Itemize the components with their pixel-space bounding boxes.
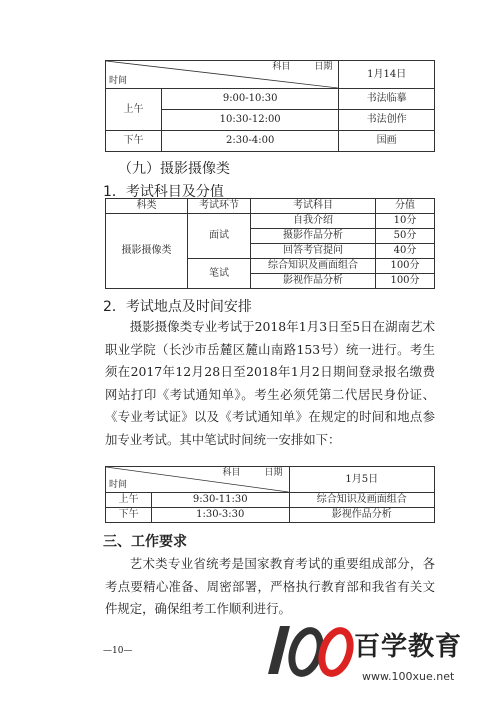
time-cell: 10:30-12:00 xyxy=(162,110,339,131)
time-cell: 9:00-10:30 xyxy=(162,89,339,110)
work-requirements-paragraph: 艺术类专业省统考是国家教育考试的重要组成部分，各考点要精心准备、周密部署，严格执行教育部和我省有关文件规定，确保组考工作顺利进行。 xyxy=(105,556,435,616)
logo-brand-text: 百学教育 xyxy=(354,632,463,662)
header-day: 1月14日 xyxy=(339,61,435,89)
subheading-subjects: 1．考试科目及分值 xyxy=(103,184,224,200)
period-cell: 下午 xyxy=(106,508,152,523)
header-subject: 科目 xyxy=(272,62,291,72)
col-header: 分值 xyxy=(376,199,435,214)
table-diagonal-header xyxy=(106,61,339,89)
score-cell: 40分 xyxy=(376,244,435,259)
score-cell: 50分 xyxy=(376,229,435,244)
subjects-score-table xyxy=(105,198,435,289)
period-cell: 上午 xyxy=(106,89,162,131)
item-cell: 国画 xyxy=(339,131,435,152)
exam-arrangement-paragraph: 摄影摄像类专业考试于2018年1月3日至5日在湖南艺术职业学院（长沙市岳麓区麓山南路153号）统一进行。考生须在2017年12月28日至2018年1月2日期间登录报名缴费网站打印《考试通知单》。考生必须凭第二代居民身份证、《专业考试证》以及《考试通知单》在规定的时间和地点参加专业考试。其中笔试时间统一安排如下： xyxy=(105,319,435,447)
stage-cell: 面试 xyxy=(188,214,251,259)
section-heading-9: （九）摄影摄像类 xyxy=(118,161,230,177)
watermark-logo xyxy=(262,612,462,692)
item-cell: 影视作品分析 xyxy=(289,508,435,523)
subject-cell: 自我介绍 xyxy=(251,214,376,229)
subject-cell: 摄影作品分析 xyxy=(251,229,376,244)
score-cell: 100分 xyxy=(376,274,435,289)
time-cell: 1:30-3:30 xyxy=(152,508,290,523)
stage-cell: 笔试 xyxy=(188,259,251,289)
item-cell: 书法创作 xyxy=(339,110,435,131)
subheading-venue: 2．考试地点及时间安排 xyxy=(103,299,252,315)
score-cell: 100分 xyxy=(376,259,435,274)
period-cell: 上午 xyxy=(106,493,152,508)
header-time: 时间 xyxy=(109,76,128,87)
subject-cell: 回答考官提问 xyxy=(251,244,376,259)
schedule-table-photography xyxy=(105,466,435,523)
time-cell: 2:30-4:00 xyxy=(162,131,339,152)
item-cell: 书法临摹 xyxy=(339,89,435,110)
header-date: 日期 xyxy=(264,468,283,478)
subject-cell: 综合知识及画面组合 xyxy=(251,259,376,274)
header-date: 日期 xyxy=(314,62,333,72)
time-cell: 9:30-11:30 xyxy=(152,493,290,508)
section-heading-3: 三、工作要求 xyxy=(103,534,187,550)
logo-url-text: www.100xue.net xyxy=(362,670,455,683)
header-subject: 科目 xyxy=(222,468,241,478)
page-number: —10— xyxy=(103,646,133,656)
schedule-table-calligraphy xyxy=(105,60,435,152)
header-day: 1月5日 xyxy=(289,467,435,493)
table-diagonal-header xyxy=(106,467,290,493)
item-cell: 综合知识及画面组合 xyxy=(289,493,435,508)
col-header: 考试环节 xyxy=(188,199,251,214)
score-cell: 10分 xyxy=(376,214,435,229)
col-header: 考试科目 xyxy=(251,199,376,214)
period-cell: 下午 xyxy=(106,131,162,152)
header-time: 时间 xyxy=(109,480,128,491)
col-header: 科类 xyxy=(106,199,188,214)
subject-cell: 影视作品分析 xyxy=(251,274,376,289)
category-cell: 摄影摄像类 xyxy=(106,214,188,289)
